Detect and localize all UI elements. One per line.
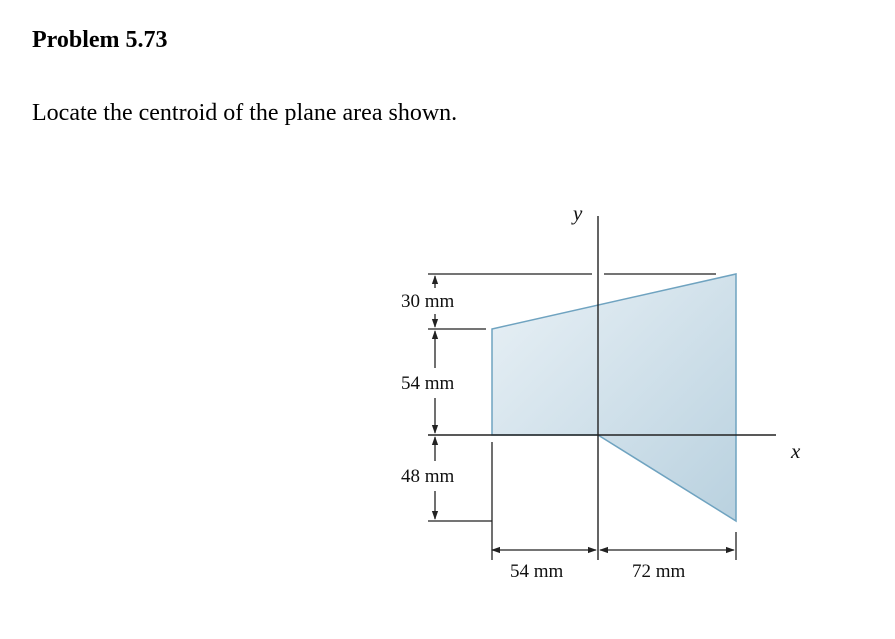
x-axis-label: x — [791, 439, 801, 463]
problem-title: Problem 5.73 — [32, 27, 168, 53]
dim-label-upper-height: 54 mm — [401, 373, 455, 394]
plane-area — [492, 274, 736, 521]
y-axis-label: y — [573, 201, 583, 225]
dim-label-top-offset: 30 mm — [401, 291, 455, 312]
dim-label-lower-height: 48 mm — [401, 466, 455, 487]
dim-label-left-width: 54 mm — [510, 561, 564, 582]
dim-label-right-width: 72 mm — [632, 561, 686, 582]
problem-prompt: Locate the centroid of the plane area shown. — [32, 100, 458, 126]
